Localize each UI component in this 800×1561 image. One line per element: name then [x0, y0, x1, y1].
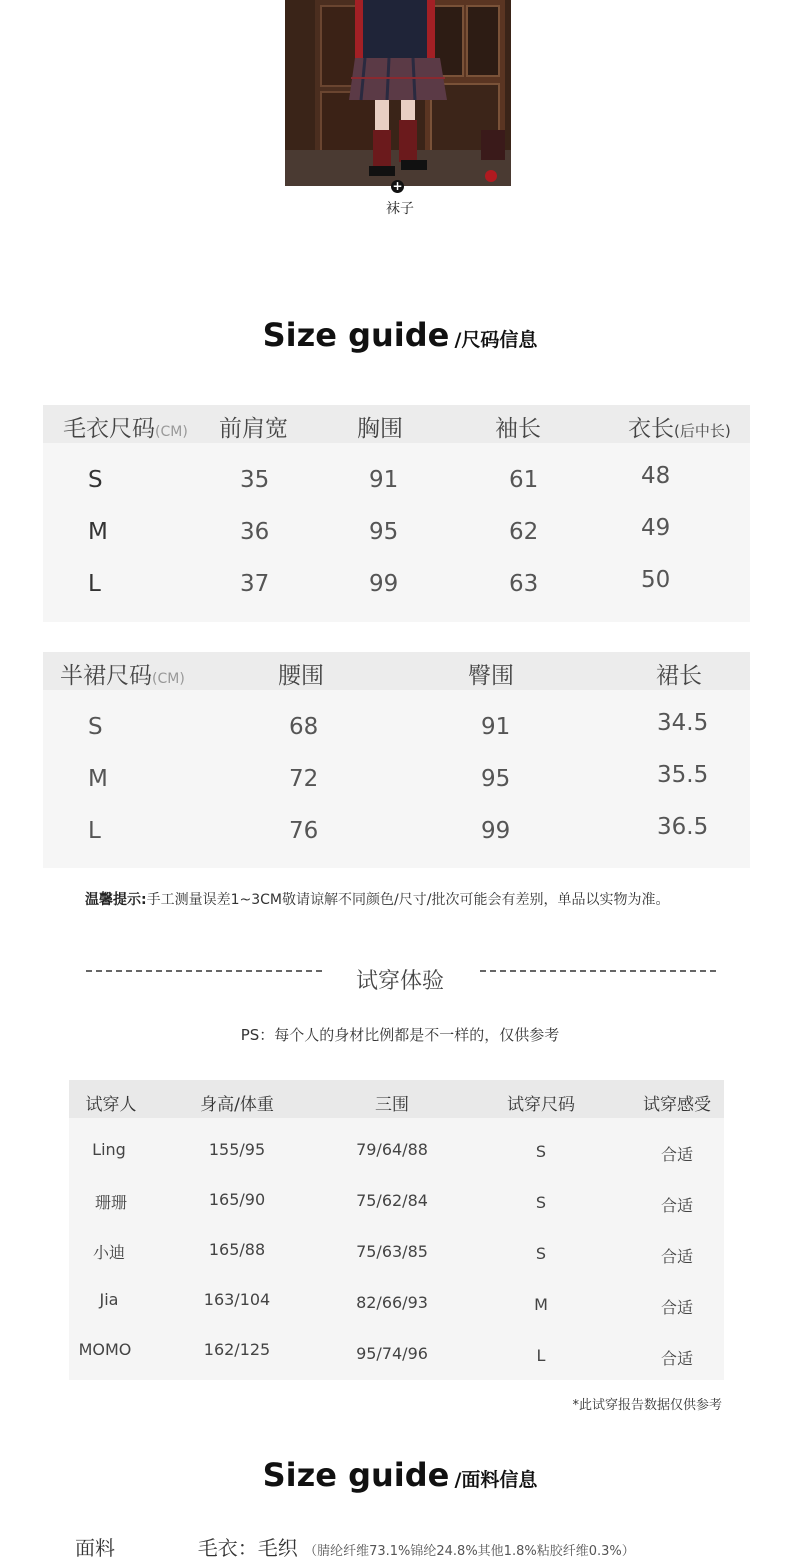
col-sleeve: 袖长	[495, 416, 541, 442]
heading-title: Size guide	[262, 1456, 450, 1494]
skirt-size-l: L	[88, 818, 101, 844]
table-cell: MOMO	[78, 1340, 132, 1359]
table-cell: 162/125	[203, 1340, 271, 1359]
trial-ps: PS：每个人的身材比例都是不一样的，仅供参考	[240, 1026, 560, 1044]
trial-note: *此试穿报告数据仅供参考	[572, 1398, 722, 1413]
fabric-label: 面料	[75, 1536, 115, 1560]
sweater-size-table	[43, 405, 750, 622]
table-cell: 合适	[660, 1145, 694, 1164]
sweater-value: 99	[369, 571, 399, 597]
skirt-value: 68	[289, 714, 319, 740]
sweater-value: 36	[240, 519, 270, 545]
col-chest: 胸围	[357, 416, 403, 442]
table-cell: 75/62/84	[356, 1191, 428, 1210]
table-cell: S	[535, 1193, 547, 1212]
skirt-value: 76	[289, 818, 319, 844]
table-cell: 95/74/96	[356, 1344, 428, 1363]
skirt-value: 34.5	[657, 710, 709, 736]
sweater-value: 35	[240, 467, 270, 493]
table-cell: S	[535, 1244, 547, 1263]
table-cell: 合适	[660, 1196, 694, 1215]
sweater-value: 63	[509, 571, 539, 597]
table-cell: 165/88	[208, 1240, 266, 1259]
skirt-value: 36.5	[657, 814, 709, 840]
sweater-value: 91	[369, 467, 399, 493]
size-guide-heading	[0, 316, 800, 354]
col-skirt-length: 裙长	[656, 663, 702, 689]
table-cell: 79/64/88	[356, 1140, 428, 1159]
add-icon[interactable]: +	[392, 179, 403, 193]
sweater-size-m: M	[88, 519, 108, 545]
table-cell: 82/66/93	[356, 1293, 428, 1312]
table-cell: 合适	[660, 1349, 694, 1368]
sweater-value: 50	[641, 567, 671, 593]
col-length: 衣长(后中长)	[628, 416, 731, 442]
table-cell: Ling	[92, 1140, 126, 1159]
skirt-size-table	[43, 652, 750, 868]
sweater-value: 95	[369, 519, 399, 545]
table-cell: 75/63/85	[356, 1242, 428, 1261]
sweater-size-l: L	[88, 571, 101, 597]
col-height-weight: 身高/体重	[200, 1095, 274, 1115]
sweater-value: 48	[641, 463, 671, 489]
sweater-header-label: 毛衣尺码(CM)	[63, 416, 188, 442]
skirt-size-s: S	[88, 714, 103, 740]
col-measurements: 三围	[375, 1095, 409, 1115]
heading-subtitle: /面料信息	[454, 1469, 538, 1491]
sweater-size-s: S	[88, 467, 103, 493]
sweater-value: 37	[240, 571, 270, 597]
table-cell: S	[535, 1142, 547, 1161]
fabric-row	[75, 1532, 635, 1561]
sweater-value: 61	[509, 467, 539, 493]
col-shoulder: 前肩宽	[219, 416, 288, 442]
skirt-value: 91	[481, 714, 511, 740]
table-cell: 合适	[660, 1247, 694, 1266]
table-cell: 155/95	[208, 1140, 266, 1159]
table-cell: Jia	[99, 1290, 119, 1309]
col-trial-size: 试穿尺码	[507, 1095, 575, 1115]
trial-table	[69, 1080, 724, 1380]
table-cell: 163/104	[203, 1290, 271, 1309]
product-photo	[285, 0, 511, 186]
col-tester: 试穿人	[85, 1095, 137, 1115]
measurement-tip: 温馨提示:手工测量误差1~3CM敬请谅解不同颜色/尺寸/批次可能会有差别，单品以实物为准。	[85, 892, 670, 908]
sweater-value: 49	[641, 515, 671, 541]
skirt-value: 95	[481, 766, 511, 792]
skirt-size-m: M	[88, 766, 108, 792]
table-cell: 合适	[660, 1298, 694, 1317]
col-waist: 腰围	[278, 663, 324, 689]
heading-subtitle: /尺码信息	[454, 329, 538, 351]
sweater-value: 62	[509, 519, 539, 545]
trial-title: 试穿体验	[355, 969, 444, 994]
table-cell: 小迪	[92, 1243, 126, 1262]
skirt-value: 99	[481, 818, 511, 844]
skirt-value: 35.5	[657, 762, 709, 788]
skirt-value: 72	[289, 766, 319, 792]
skirt-header-label: 半裙尺码(CM)	[60, 663, 185, 689]
table-cell: M	[534, 1295, 548, 1314]
table-cell: 珊珊	[94, 1193, 128, 1212]
fabric-name: 毛衣：毛织	[197, 1536, 298, 1560]
heading-title: Size guide	[262, 316, 450, 354]
fabric-detail: （腈纶纤维73.1%锦纶24.8%其他1.8%粘胶纤维0.3%）	[304, 1544, 635, 1559]
table-cell: L	[536, 1346, 546, 1365]
fabric-heading	[0, 1456, 800, 1494]
table-cell: 165/90	[208, 1190, 266, 1209]
col-feeling: 试穿感受	[643, 1095, 711, 1115]
col-hip: 臀围	[468, 663, 514, 689]
photo-caption: 袜子	[386, 201, 414, 217]
